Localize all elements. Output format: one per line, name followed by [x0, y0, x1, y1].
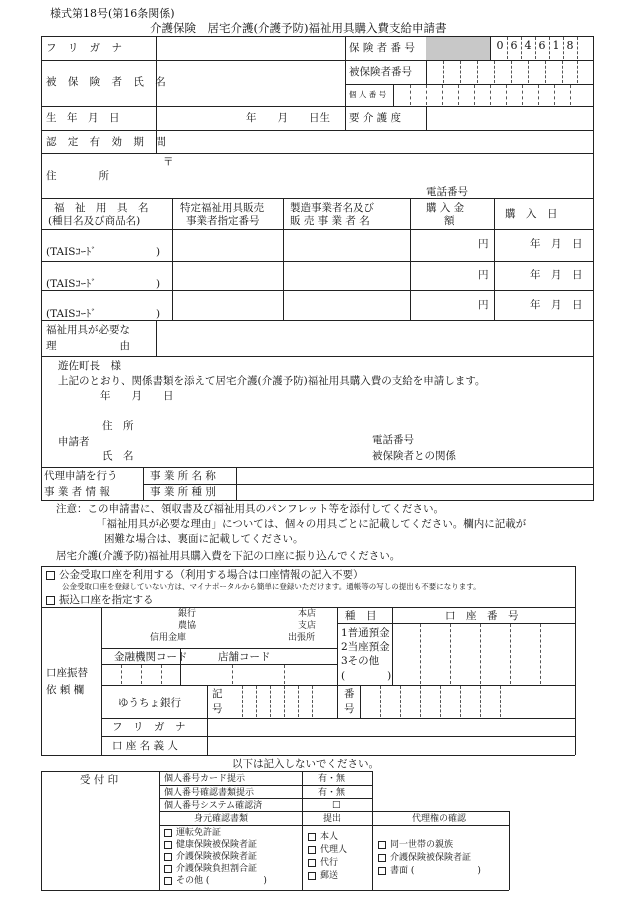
address-label: 住 所	[46, 170, 109, 182]
specify-account-checkbox[interactable]	[46, 596, 55, 605]
submit-option[interactable]: 本人	[308, 832, 338, 842]
kind-option-other: ( )	[341, 670, 392, 682]
submit-option[interactable]: 代行	[308, 858, 338, 868]
note-2: 「福祉用具が必要な理由」については、個々の用具ごとに記載してください。欄内に記載が	[96, 518, 527, 530]
col-maker: 製造事業者名及び	[290, 202, 374, 214]
tais-code: (TAISｺｰﾄﾞ	[46, 278, 97, 290]
insurer-digit: 6	[510, 39, 518, 52]
kigo-label: 記	[212, 688, 223, 700]
tais-close: )	[156, 246, 161, 258]
transfer-label: 口座振替	[46, 667, 88, 679]
form-number: 様式第18号(第16条関係)	[50, 7, 175, 20]
bank-type: 信用金庫	[150, 633, 187, 643]
applicant-label: 申請者	[58, 436, 90, 448]
check-value: 有・無	[318, 774, 346, 784]
application-statement: 上記のとおり、関係書類を添えて居宅介護(介護予防)福祉用具購入費の支給を申請します。	[58, 375, 486, 387]
transfer-instruction: 居宅介護(介護予防)福祉用具購入費を下記の口座に振り込んでください。	[56, 550, 401, 562]
insurer-digit: 0	[496, 39, 504, 52]
branch-type: 支店	[298, 621, 317, 631]
insurer-number-label: 保 険 者 番 号	[349, 42, 415, 54]
account-kind-label: 種 目	[345, 610, 377, 622]
proxy-option[interactable]: 書面 ( )	[378, 866, 481, 876]
application-date: 年 月 日	[100, 390, 174, 402]
tais-code: (TAISｺｰﾄﾞ	[46, 246, 97, 258]
tais-close: )	[156, 308, 161, 320]
holder-furigana-label: フ リ ガ ナ	[112, 721, 186, 733]
reason-label: 福祉用具が必要な	[46, 324, 130, 336]
office-type-label: 事 業 所 種 別	[150, 486, 216, 498]
financial-code-label: 金融機関コード	[114, 651, 188, 663]
purchase-date: 年 月 日	[530, 269, 583, 281]
yucho-label: ゆうちょ銀行	[118, 697, 181, 709]
applicant-address-label: 住 所	[102, 420, 134, 432]
col-amount-sub: 額	[444, 215, 455, 227]
reason-label-2: 理 由	[46, 340, 130, 352]
applicant-phone-label: 電話番号	[372, 434, 414, 446]
col-item-name: 福 祉 用 具 名	[54, 202, 149, 214]
insurer-digit: 8	[566, 39, 574, 52]
col-amount: 購 入 金	[426, 202, 465, 214]
my-number-label: 個 人 番 号	[349, 90, 387, 99]
branch-type: 本店	[298, 609, 317, 619]
account-number-label: 口 座 番 号	[445, 610, 519, 622]
id-doc-option[interactable]: 介護保険負担割合証	[164, 864, 257, 874]
purchase-date: 年 月 日	[530, 238, 583, 250]
relation-label: 被保険者との関係	[372, 450, 456, 462]
receipt-stamp-label: 受 付 印	[80, 774, 119, 786]
postal-mark: 〒	[163, 156, 174, 168]
id-doc-option[interactable]: 運転免許証	[164, 828, 221, 838]
check-label: 個人番号システム確認済	[164, 801, 263, 811]
care-level-label: 要 介 護 度	[349, 112, 402, 124]
check-label: 個人番号カード提示	[164, 774, 246, 784]
bango-label-2: 号	[344, 703, 355, 715]
yen-unit: 円	[478, 269, 489, 281]
kigo-label-2: 号	[212, 703, 223, 715]
tais-code: (TAISｺｰﾄﾞ	[46, 308, 97, 320]
holder-name-label: 口 座 名 義 人	[112, 740, 178, 752]
office-use-notice: 以下は記入しないでください。	[232, 758, 379, 770]
furigana-label: フ リ ガ ナ	[46, 42, 127, 54]
kind-option[interactable]: 2当座預金	[341, 641, 390, 653]
submit-header: 提出	[323, 814, 342, 824]
yen-unit: 円	[478, 238, 489, 250]
tais-close: )	[156, 278, 161, 290]
insured-name-label: 被 保 険 者 氏 名	[46, 76, 170, 88]
bango-label: 番	[344, 688, 355, 700]
id-doc-option[interactable]: その他 ( )	[164, 876, 267, 886]
insured-number-label: 被保険者番号	[349, 66, 412, 78]
public-account-option[interactable]: 公金受取口座を利用する（利用する場合は口座情報の記入不要）	[46, 569, 364, 581]
birth-label: 生 年 月 日	[46, 112, 120, 124]
validity-label: 認 定 有 効 期 間	[46, 136, 170, 148]
submit-option[interactable]: 郵送	[308, 871, 338, 881]
phone-label: 電話番号	[426, 186, 468, 198]
proxy-option[interactable]: 介護保険被保険者証	[378, 853, 471, 863]
public-account-checkbox[interactable]	[46, 571, 55, 580]
col-date: 購 入 日	[505, 208, 558, 220]
office-name-label: 事 業 所 名 称	[150, 470, 216, 482]
col-seller-sub: 事業者指定番号	[186, 215, 260, 227]
public-account-note: 公金受取口座を登録していない方は、マイナポータルから簡単に登録いただけます。通帳等の写しの提出も不要になります。	[62, 582, 481, 591]
applicant-name-label: 氏 名	[102, 450, 134, 462]
kind-option[interactable]: 1普通預金	[341, 627, 390, 639]
check-label: 個人番号確認書類提示	[164, 788, 255, 798]
id-doc-option[interactable]: 介護保険被保険者証	[164, 852, 257, 862]
yen-unit: 円	[478, 299, 489, 311]
purchase-date: 年 月 日	[530, 299, 583, 311]
bank-type: 銀行	[178, 609, 197, 619]
check-value: □	[332, 800, 341, 810]
id-docs-header: 身元確認書類	[194, 814, 249, 824]
agent-label: 代理申請を行う	[44, 470, 118, 482]
insurer-digit: 4	[524, 39, 532, 52]
bank-type: 農協	[178, 621, 197, 631]
insurer-digit: 6	[538, 39, 546, 52]
note-1: 注意：この申請書に、領収書及び福祉用具のパンフレット等を添付してください。	[56, 503, 444, 515]
branch-type: 出張所	[288, 633, 316, 643]
col-item-name-sub: (種目名及び商品名)	[48, 215, 141, 227]
proxy-header: 代理権の確認	[412, 814, 467, 824]
proxy-option[interactable]: 同一世帯の親族	[378, 840, 453, 850]
agent-label-2: 事 業 者 情 報	[44, 486, 110, 498]
page-title: 介護保険 居宅介護(介護予防)福祉用具購入費支給申請書	[150, 21, 447, 35]
col-seller: 特定福祉用具販売	[180, 202, 264, 214]
check-value: 有・無	[318, 788, 346, 798]
insurer-digit: 1	[552, 39, 560, 52]
branch-code-label: 店舗コード	[218, 651, 271, 663]
col-maker-sub: 販 売 事 業 者 名	[290, 215, 370, 227]
submit-option[interactable]: 代理人	[308, 845, 347, 855]
id-doc-option[interactable]: 健康保険被保険者証	[164, 840, 257, 850]
note-3: 困難な場合は、裏面に記載してください。	[104, 533, 304, 545]
insurer-number-shaded	[426, 37, 490, 60]
birth-value: 年 月 日生	[246, 112, 330, 124]
kind-option[interactable]: 3その他	[341, 655, 380, 667]
transfer-label-2: 依 頼 欄	[46, 684, 85, 696]
specify-account-option[interactable]: 振込口座を指定する	[46, 594, 154, 606]
addressee: 遊佐町長 様	[58, 360, 121, 372]
